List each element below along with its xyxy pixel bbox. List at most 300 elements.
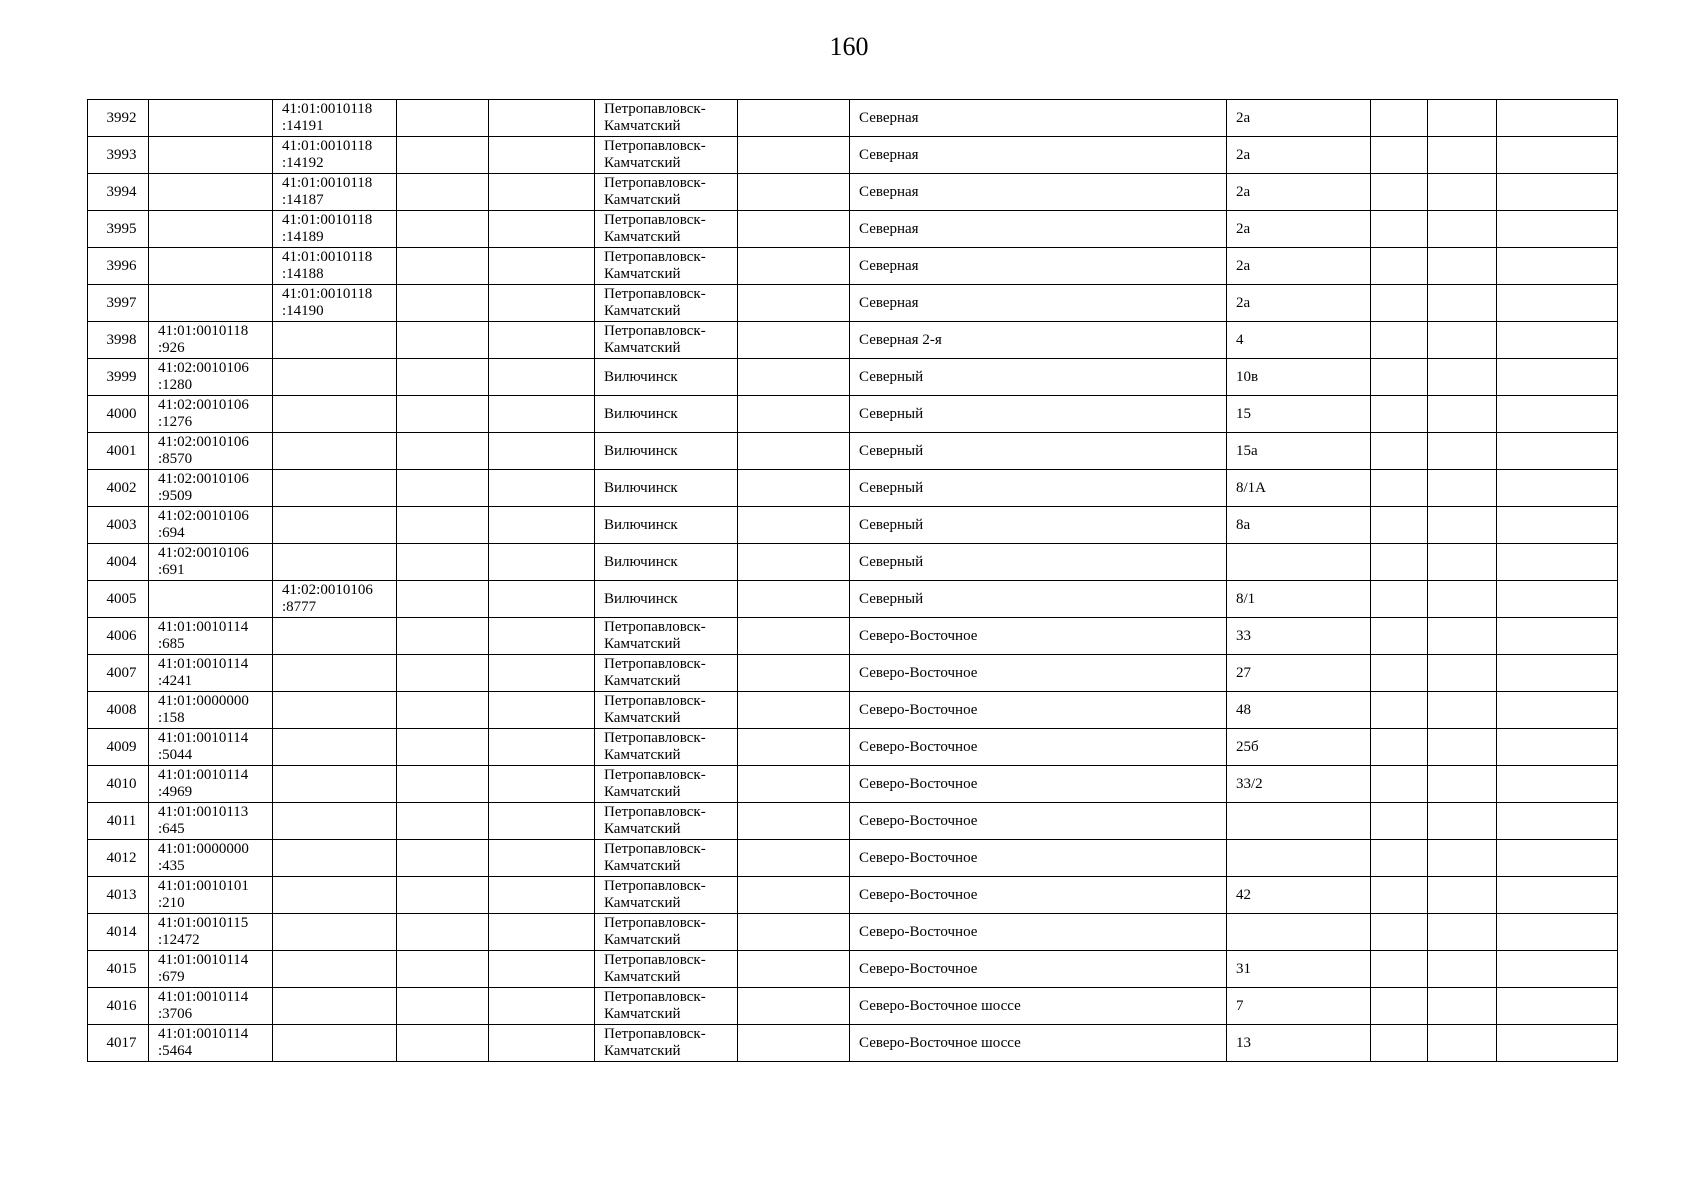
cadastral-building-cell [273, 581, 397, 618]
cadastral-land-line-1: 41:01:0010114 [158, 656, 249, 672]
settlement-cell [595, 803, 738, 840]
street-cell [850, 396, 1227, 433]
cadastral-building-cell [273, 618, 397, 655]
settlement-line-1: Вилючинск [604, 479, 678, 496]
house-cell [1227, 840, 1371, 877]
empty-cell [1428, 100, 1497, 137]
empty-cell [1497, 803, 1618, 840]
settlement-line-1: Вилючинск [604, 405, 678, 422]
empty-cell [1497, 988, 1618, 1025]
cadastral-building-line-1: 41:01:0010118 [282, 101, 373, 117]
street-cell [850, 322, 1227, 359]
settlement-cell [595, 1025, 738, 1062]
empty-cell [738, 692, 850, 729]
cadastral-land-line-2: :12472 [158, 932, 200, 948]
house-number: 33/2 [1236, 775, 1263, 792]
settlement-line-1: Петропавловск- [604, 323, 706, 339]
settlement-cell [595, 729, 738, 766]
cadastral-building-line-2: :14188 [282, 266, 324, 282]
house-cell [1227, 877, 1371, 914]
row-number-cell [88, 433, 149, 470]
street-name: Северная 2-я [859, 331, 942, 348]
empty-cell [489, 322, 595, 359]
empty-cell [738, 396, 850, 433]
settlement-line-1: Петропавловск- [604, 767, 706, 783]
row-number-cell [88, 729, 149, 766]
cadastral-land-cell [149, 766, 273, 803]
street-name: Северная [859, 146, 919, 163]
row-number-cell [88, 951, 149, 988]
house-number: 8/1А [1236, 479, 1266, 496]
cadastral-building-cell [273, 137, 397, 174]
cadastral-building-line-2: :8777 [282, 599, 317, 615]
empty-cell [738, 1025, 850, 1062]
empty-cell [738, 766, 850, 803]
cadastral-building-cell [273, 248, 397, 285]
house-cell [1227, 655, 1371, 692]
cadastral-building-line-1: 41:01:0010118 [282, 138, 373, 154]
settlement-line-1: Петропавловск- [604, 915, 706, 931]
settlement-cell [595, 581, 738, 618]
cadastral-land-line-1: 41:01:0010101 [158, 878, 249, 894]
cadastral-building-cell [273, 655, 397, 692]
street-name: Северный [859, 479, 924, 496]
row-number: 4011 [106, 812, 137, 829]
empty-cell [738, 951, 850, 988]
cadastral-land-line-1: 41:02:0010106 [158, 397, 249, 413]
empty-cell [489, 729, 595, 766]
cadastral-land-line-1: 41:01:0010114 [158, 730, 249, 746]
empty-cell [397, 914, 489, 951]
house-cell [1227, 285, 1371, 322]
settlement-line-1: Вилючинск [604, 516, 678, 533]
empty-cell [1497, 914, 1618, 951]
empty-cell [738, 581, 850, 618]
row-number: 3995 [106, 220, 137, 237]
empty-cell [738, 544, 850, 581]
settlement-cell [595, 618, 738, 655]
empty-cell [1497, 285, 1618, 322]
empty-cell [1428, 322, 1497, 359]
empty-cell [738, 433, 850, 470]
empty-cell [1428, 655, 1497, 692]
street-name: Северный [859, 516, 924, 533]
settlement-cell [595, 544, 738, 581]
table-row [88, 137, 1618, 174]
empty-cell [489, 692, 595, 729]
empty-cell [1497, 618, 1618, 655]
table-row [88, 729, 1618, 766]
settlement-line-2: Камчатский [604, 673, 681, 689]
cadastral-building-line-2: :14192 [282, 155, 324, 171]
row-number-cell [88, 396, 149, 433]
street-name: Северо-Восточное [859, 627, 978, 644]
empty-cell [1428, 618, 1497, 655]
house-cell [1227, 914, 1371, 951]
empty-cell [1371, 655, 1428, 692]
house-cell [1227, 248, 1371, 285]
street-cell [850, 137, 1227, 174]
cadastral-building-line-1: 41:01:0010118 [282, 249, 373, 265]
house-number: 2а [1236, 146, 1251, 163]
settlement-line-1: Петропавловск- [604, 101, 706, 117]
empty-cell [397, 359, 489, 396]
cadastral-land-line-2: :5044 [158, 747, 193, 763]
empty-cell [1371, 544, 1428, 581]
table-row [88, 248, 1618, 285]
empty-cell [489, 766, 595, 803]
empty-cell [397, 433, 489, 470]
street-cell [850, 914, 1227, 951]
empty-cell [1497, 951, 1618, 988]
cadastral-building-cell [273, 433, 397, 470]
house-cell [1227, 692, 1371, 729]
row-number-cell [88, 692, 149, 729]
cadastral-land-cell [149, 914, 273, 951]
cadastral-building-cell [273, 803, 397, 840]
table-row [88, 211, 1618, 248]
cadastral-building-line-1: 41:02:0010106 [282, 582, 373, 598]
house-cell [1227, 359, 1371, 396]
empty-cell [489, 507, 595, 544]
empty-cell [1428, 877, 1497, 914]
empty-cell [489, 285, 595, 322]
empty-cell [1428, 285, 1497, 322]
settlement-line-1: Петропавловск- [604, 878, 706, 894]
row-number: 4015 [106, 960, 137, 977]
house-cell [1227, 211, 1371, 248]
cadastral-building-cell [273, 914, 397, 951]
settlement-cell [595, 359, 738, 396]
house-number: 33 [1236, 627, 1251, 644]
cadastral-land-cell [149, 877, 273, 914]
settlement-line-2: Камчатский [604, 747, 681, 763]
empty-cell [738, 248, 850, 285]
empty-cell [1497, 877, 1618, 914]
cadastral-building-line-2: :14190 [282, 303, 324, 319]
row-number: 4009 [106, 738, 137, 755]
cadastral-land-line-2: :9509 [158, 488, 193, 504]
settlement-cell [595, 248, 738, 285]
street-name: Северная [859, 109, 919, 126]
cadastral-building-cell [273, 211, 397, 248]
street-name: Северо-Восточное [859, 849, 978, 866]
empty-cell [1428, 729, 1497, 766]
cadastral-land-line-2: :1276 [158, 414, 193, 430]
empty-cell [1371, 951, 1428, 988]
row-number-cell [88, 248, 149, 285]
street-cell [850, 692, 1227, 729]
empty-cell [1371, 581, 1428, 618]
cadastral-land-line-2: :158 [158, 710, 185, 726]
cadastral-land-line-1: 41:01:0010114 [158, 619, 249, 635]
street-cell [850, 840, 1227, 877]
settlement-line-2: Камчатский [604, 784, 681, 800]
empty-cell [397, 877, 489, 914]
row-number: 3994 [106, 183, 137, 200]
empty-cell [489, 951, 595, 988]
row-number-cell [88, 803, 149, 840]
empty-cell [1497, 470, 1618, 507]
settlement-cell [595, 433, 738, 470]
empty-cell [489, 470, 595, 507]
street-cell [850, 988, 1227, 1025]
empty-cell [1497, 396, 1618, 433]
registry-table [87, 99, 1618, 1062]
street-name: Северо-Восточное [859, 664, 978, 681]
settlement-line-2: Камчатский [604, 932, 681, 948]
empty-cell [1371, 174, 1428, 211]
row-number: 3992 [106, 109, 137, 126]
cadastral-land-cell [149, 359, 273, 396]
cadastral-land-cell [149, 618, 273, 655]
empty-cell [1371, 100, 1428, 137]
row-number: 3997 [106, 294, 137, 311]
empty-cell [1371, 322, 1428, 359]
street-cell [850, 1025, 1227, 1062]
settlement-line-1: Петропавловск- [604, 175, 706, 191]
cadastral-building-cell [273, 877, 397, 914]
street-cell [850, 433, 1227, 470]
street-name: Северо-Восточное шоссе [859, 997, 1021, 1014]
empty-cell [738, 100, 850, 137]
street-name: Северо-Восточное [859, 812, 978, 829]
street-name: Северная [859, 257, 919, 274]
empty-cell [397, 840, 489, 877]
cadastral-land-cell [149, 322, 273, 359]
table-row [88, 174, 1618, 211]
settlement-cell [595, 322, 738, 359]
cadastral-land-line-1: 41:02:0010106 [158, 508, 249, 524]
cadastral-land-line-2: :645 [158, 821, 185, 837]
empty-cell [1497, 655, 1618, 692]
empty-cell [397, 174, 489, 211]
empty-cell [1497, 174, 1618, 211]
settlement-cell [595, 470, 738, 507]
cadastral-building-cell [273, 100, 397, 137]
cadastral-land-line-1: 41:02:0010106 [158, 471, 249, 487]
settlement-line-1: Петропавловск- [604, 693, 706, 709]
house-cell [1227, 100, 1371, 137]
empty-cell [1497, 211, 1618, 248]
house-number: 13 [1236, 1034, 1251, 1051]
house-number: 2а [1236, 220, 1251, 237]
settlement-line-2: Камчатский [604, 155, 681, 171]
empty-cell [489, 803, 595, 840]
settlement-line-1: Петропавловск- [604, 841, 706, 857]
row-number: 4010 [106, 775, 137, 792]
street-cell [850, 655, 1227, 692]
street-cell [850, 211, 1227, 248]
cadastral-land-cell [149, 174, 273, 211]
settlement-line-2: Камчатский [604, 1006, 681, 1022]
empty-cell [1371, 359, 1428, 396]
empty-cell [397, 285, 489, 322]
cadastral-land-cell [149, 840, 273, 877]
street-name: Северо-Восточное [859, 738, 978, 755]
house-cell [1227, 581, 1371, 618]
empty-cell [397, 507, 489, 544]
empty-cell [1497, 766, 1618, 803]
row-number-cell [88, 174, 149, 211]
empty-cell [738, 618, 850, 655]
table-row [88, 322, 1618, 359]
settlement-cell [595, 211, 738, 248]
empty-cell [1428, 396, 1497, 433]
row-number-cell [88, 988, 149, 1025]
street-name: Северный [859, 368, 924, 385]
cadastral-land-cell [149, 211, 273, 248]
cadastral-building-line-2: :14191 [282, 118, 324, 134]
empty-cell [489, 211, 595, 248]
row-number-cell [88, 100, 149, 137]
street-cell [850, 877, 1227, 914]
cadastral-building-cell [273, 396, 397, 433]
empty-cell [397, 581, 489, 618]
street-cell [850, 803, 1227, 840]
empty-cell [1371, 507, 1428, 544]
empty-cell [1371, 470, 1428, 507]
cadastral-land-cell [149, 1025, 273, 1062]
empty-cell [1428, 359, 1497, 396]
cadastral-land-line-1: 41:01:0000000 [158, 693, 249, 709]
house-cell [1227, 951, 1371, 988]
empty-cell [1371, 840, 1428, 877]
row-number: 4013 [106, 886, 137, 903]
empty-cell [1371, 988, 1428, 1025]
cadastral-land-line-2: :5464 [158, 1043, 193, 1059]
row-number-cell [88, 618, 149, 655]
street-name: Северный [859, 442, 924, 459]
house-number: 2а [1236, 183, 1251, 200]
street-cell [850, 100, 1227, 137]
table-row [88, 988, 1618, 1025]
settlement-line-2: Камчатский [604, 1043, 681, 1059]
empty-cell [397, 951, 489, 988]
row-number-cell [88, 840, 149, 877]
house-cell [1227, 174, 1371, 211]
house-cell [1227, 1025, 1371, 1062]
empty-cell [1428, 581, 1497, 618]
settlement-cell [595, 100, 738, 137]
empty-cell [1428, 544, 1497, 581]
cadastral-land-line-2: :926 [158, 340, 185, 356]
house-cell [1227, 433, 1371, 470]
cadastral-land-cell [149, 803, 273, 840]
empty-cell [397, 322, 489, 359]
empty-cell [397, 655, 489, 692]
table-row [88, 803, 1618, 840]
settlement-cell [595, 840, 738, 877]
street-cell [850, 729, 1227, 766]
settlement-line-1: Петропавловск- [604, 619, 706, 635]
empty-cell [489, 433, 595, 470]
empty-cell [738, 988, 850, 1025]
table-row [88, 285, 1618, 322]
cadastral-land-line-1: 41:02:0010106 [158, 434, 249, 450]
empty-cell [397, 248, 489, 285]
empty-cell [738, 359, 850, 396]
row-number-cell [88, 470, 149, 507]
house-number: 15а [1236, 442, 1258, 459]
house-number: 31 [1236, 960, 1251, 977]
cadastral-land-cell [149, 544, 273, 581]
house-number: 10в [1236, 368, 1259, 385]
house-cell [1227, 544, 1371, 581]
street-name: Северо-Восточное [859, 886, 978, 903]
empty-cell [489, 174, 595, 211]
settlement-line-2: Камчатский [604, 858, 681, 874]
house-cell [1227, 618, 1371, 655]
settlement-cell [595, 396, 738, 433]
empty-cell [1428, 433, 1497, 470]
cadastral-land-line-2: :210 [158, 895, 185, 911]
empty-cell [397, 988, 489, 1025]
settlement-cell [595, 655, 738, 692]
empty-cell [1497, 433, 1618, 470]
settlement-line-1: Петропавловск- [604, 249, 706, 265]
empty-cell [738, 285, 850, 322]
empty-cell [1497, 507, 1618, 544]
table-row [88, 433, 1618, 470]
house-number: 7 [1236, 997, 1244, 1014]
house-number: 25б [1236, 738, 1259, 755]
empty-cell [489, 914, 595, 951]
empty-cell [1371, 729, 1428, 766]
cadastral-land-line-1: 41:01:0010114 [158, 989, 249, 1005]
empty-cell [738, 655, 850, 692]
cadastral-land-line-1: 41:01:0010118 [158, 323, 249, 339]
cadastral-land-cell [149, 285, 273, 322]
table-row [88, 359, 1618, 396]
street-name: Северо-Восточное шоссе [859, 1034, 1021, 1051]
empty-cell [489, 396, 595, 433]
empty-cell [1428, 1025, 1497, 1062]
house-cell [1227, 470, 1371, 507]
row-number-cell [88, 766, 149, 803]
table-row [88, 544, 1618, 581]
cadastral-land-cell [149, 100, 273, 137]
empty-cell [397, 396, 489, 433]
empty-cell [489, 988, 595, 1025]
cadastral-land-cell [149, 470, 273, 507]
row-number-cell [88, 877, 149, 914]
row-number: 4014 [106, 923, 137, 940]
cadastral-building-line-1: 41:01:0010118 [282, 286, 373, 302]
street-cell [850, 544, 1227, 581]
table-row [88, 396, 1618, 433]
empty-cell [1497, 100, 1618, 137]
cadastral-land-line-1: 41:02:0010106 [158, 545, 249, 561]
house-number: 8а [1236, 516, 1251, 533]
house-number: 15 [1236, 405, 1251, 422]
empty-cell [1371, 248, 1428, 285]
cadastral-land-line-1: 41:01:0010114 [158, 952, 249, 968]
cadastral-land-line-2: :679 [158, 969, 185, 985]
cadastral-building-cell [273, 729, 397, 766]
table-row [88, 877, 1618, 914]
street-cell [850, 618, 1227, 655]
empty-cell [1371, 137, 1428, 174]
row-number: 4000 [106, 405, 137, 422]
empty-cell [1428, 248, 1497, 285]
row-number-cell [88, 322, 149, 359]
cadastral-building-line-2: :14187 [282, 192, 324, 208]
row-number: 4008 [106, 701, 137, 718]
table-row [88, 100, 1618, 137]
settlement-line-1: Вилючинск [604, 442, 678, 459]
row-number: 4001 [106, 442, 137, 459]
